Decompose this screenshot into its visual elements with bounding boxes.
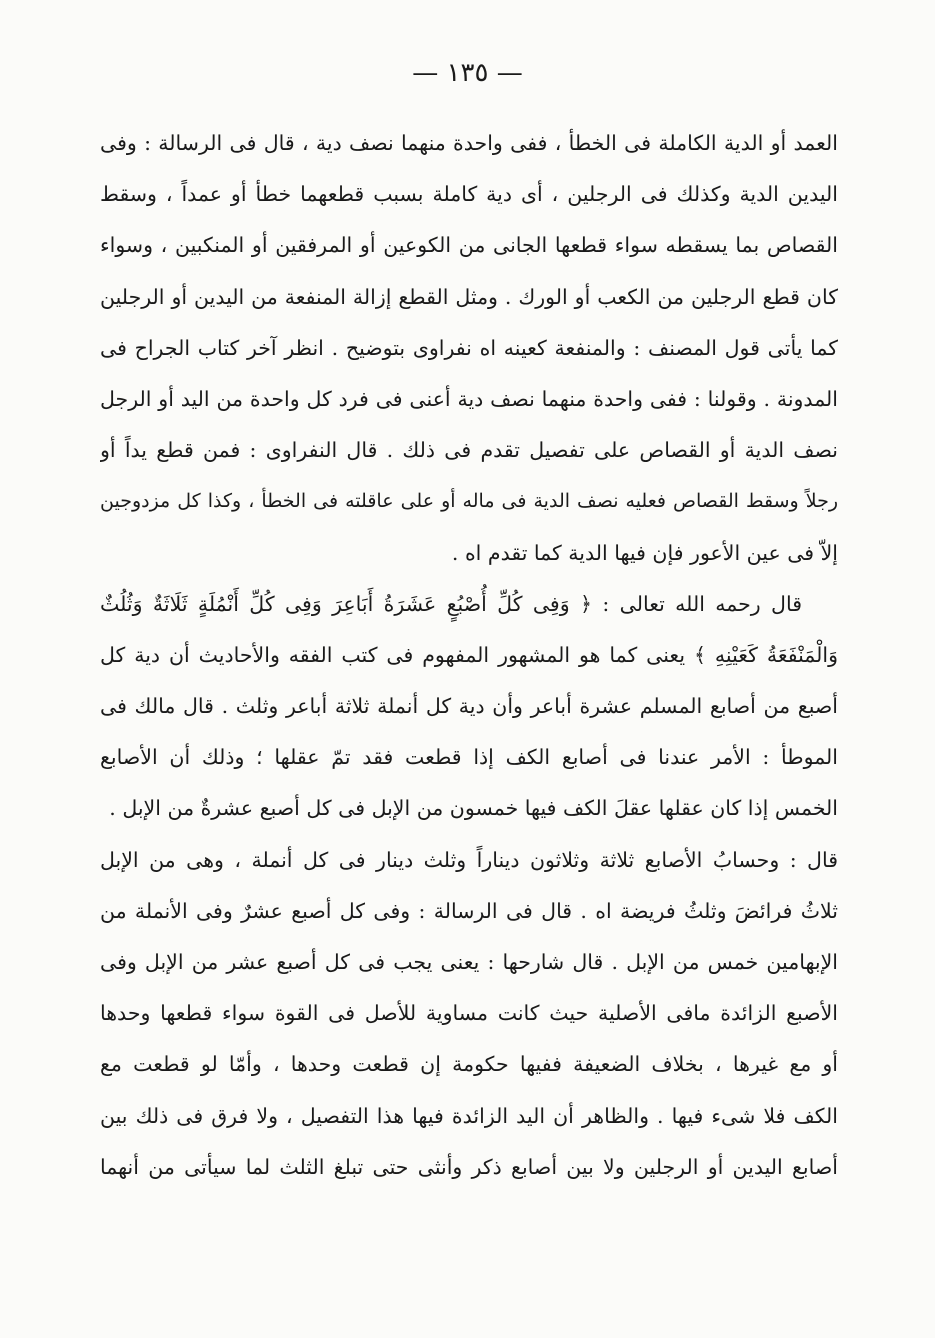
- text-line: العمد أو الدية الكاملة فى الخطأ ، ففى واحدة منهما نصف دية ، قال فى الرسالة : وفى: [100, 131, 838, 155]
- text-line: أصبع من أصابع المسلم عشرة أباعر وأن دية كل أنملة ثلاثة أباعر وثلث . قال مالك فى: [100, 694, 838, 719]
- text-line: أصابع اليدين أو الرجلين ولا بين أصابع ذكر وأنثى حتى تبلغ الثلث لما سيأتى من أنهما: [100, 1154, 838, 1179]
- text-line: الموطأ : الأمر عندنا فى أصابع الكف إذا قطعت فقد تمّ عقلها ؛ وذلك أن الأصابع: [100, 745, 838, 770]
- text-line: قال : وحسابُ الأصابع ثلاثة وثلاثون ديناراً وثلث دينار فى كل أنملة ، وهى من الإبل: [100, 847, 838, 872]
- page-number: — ١٣٥ —: [412, 58, 523, 88]
- text-line: كان قطع الرجلين من الكعب أو الورك . ومثل القطع إزالة المنفعة من اليدين أو الرجلين: [100, 284, 838, 309]
- text-line: نصف الدية أو القصاص على تفصيل تقدم فى ذلك . قال النفراوى : فمن قطع يداً أو: [100, 438, 838, 463]
- text-line: الخمس إذا كان عقلها عقلَ الكف فيها خمسون من الإبل فى كل أصبع عشرةٌ من الإبل .: [109, 796, 838, 821]
- text-line: قال رحمه الله تعالى : ﴿ وَفِى كُلِّ أُصْبُعٍ عَشَرَةُ أَبَاعِرَ وَفِى كُلِّ أَنْمُلَةٍ ثَلَاثَةٌ وَثُلُثٌ: [100, 591, 802, 616]
- text-line: المدونة . وقولنا : ففى واحدة منهما نصف دية أعنى فى فرد كل واحدة من اليد أو الرجل: [100, 386, 838, 411]
- text-line: وَالْمَنْفَعَةُ كَعَيْنِهِ ﴾ يعنى كما هو المشهور المفهوم فى كتب الفقه والأحاديث أن دية كل: [100, 642, 838, 667]
- text-line: كما يأتى قول المصنف : والمنفعة كعينه اه نفراوى بتوضيح . انظر آخر كتاب الجراح فى: [100, 335, 838, 360]
- text-line: إلاّ فى عين الأعور فإن فيها الدية كما تقدم اه .: [451, 540, 838, 565]
- text-line: رجلاً وسقط القصاص فعليه نصف الدية فى ماله أو على عاقلته فى الخطأ ، وكذا كل مزدوجين: [100, 490, 838, 513]
- text-line: أو مع غيرها ، بخلاف الضعيفة ففيها حكومة إن قطعت وحدها ، وأمّا لو قطعت مع: [100, 1052, 838, 1077]
- text-line: الأصبع الزائدة مافى الأصلية حيث كانت مساوية للأصل فى القوة سواء قطعها وحدها: [100, 1001, 838, 1026]
- text-line: القصاص بما يسقطه سواء قطعها الجانى من الكوعين أو المرفقين أو المنكبين ، وسواء: [100, 233, 838, 258]
- body-text: [100, 118, 838, 1193]
- text-line: الكف فلا شىء فيها . والظاهر أن اليد الزائدة فيها هذا التفصيل ، ولا فرق فى ذلك بين: [100, 1103, 838, 1128]
- text-line: الإبهامين خمس من الإبل . قال شارحها : يعنى يجب فى كل أصبع عشر من الإبل وفى: [100, 950, 838, 974]
- text-line: ثلاثُ فرائضَ وثلثُ فريضة اه . قال فى الرسالة : وفى كل أصبع عشرٌ وفى الأنملة من: [100, 898, 838, 923]
- text-line: اليدين الدية وكذلك فى الرجلين ، أى دية كاملة بسبب قطعهما خطأ أو عمداً ، وسقط: [100, 182, 838, 207]
